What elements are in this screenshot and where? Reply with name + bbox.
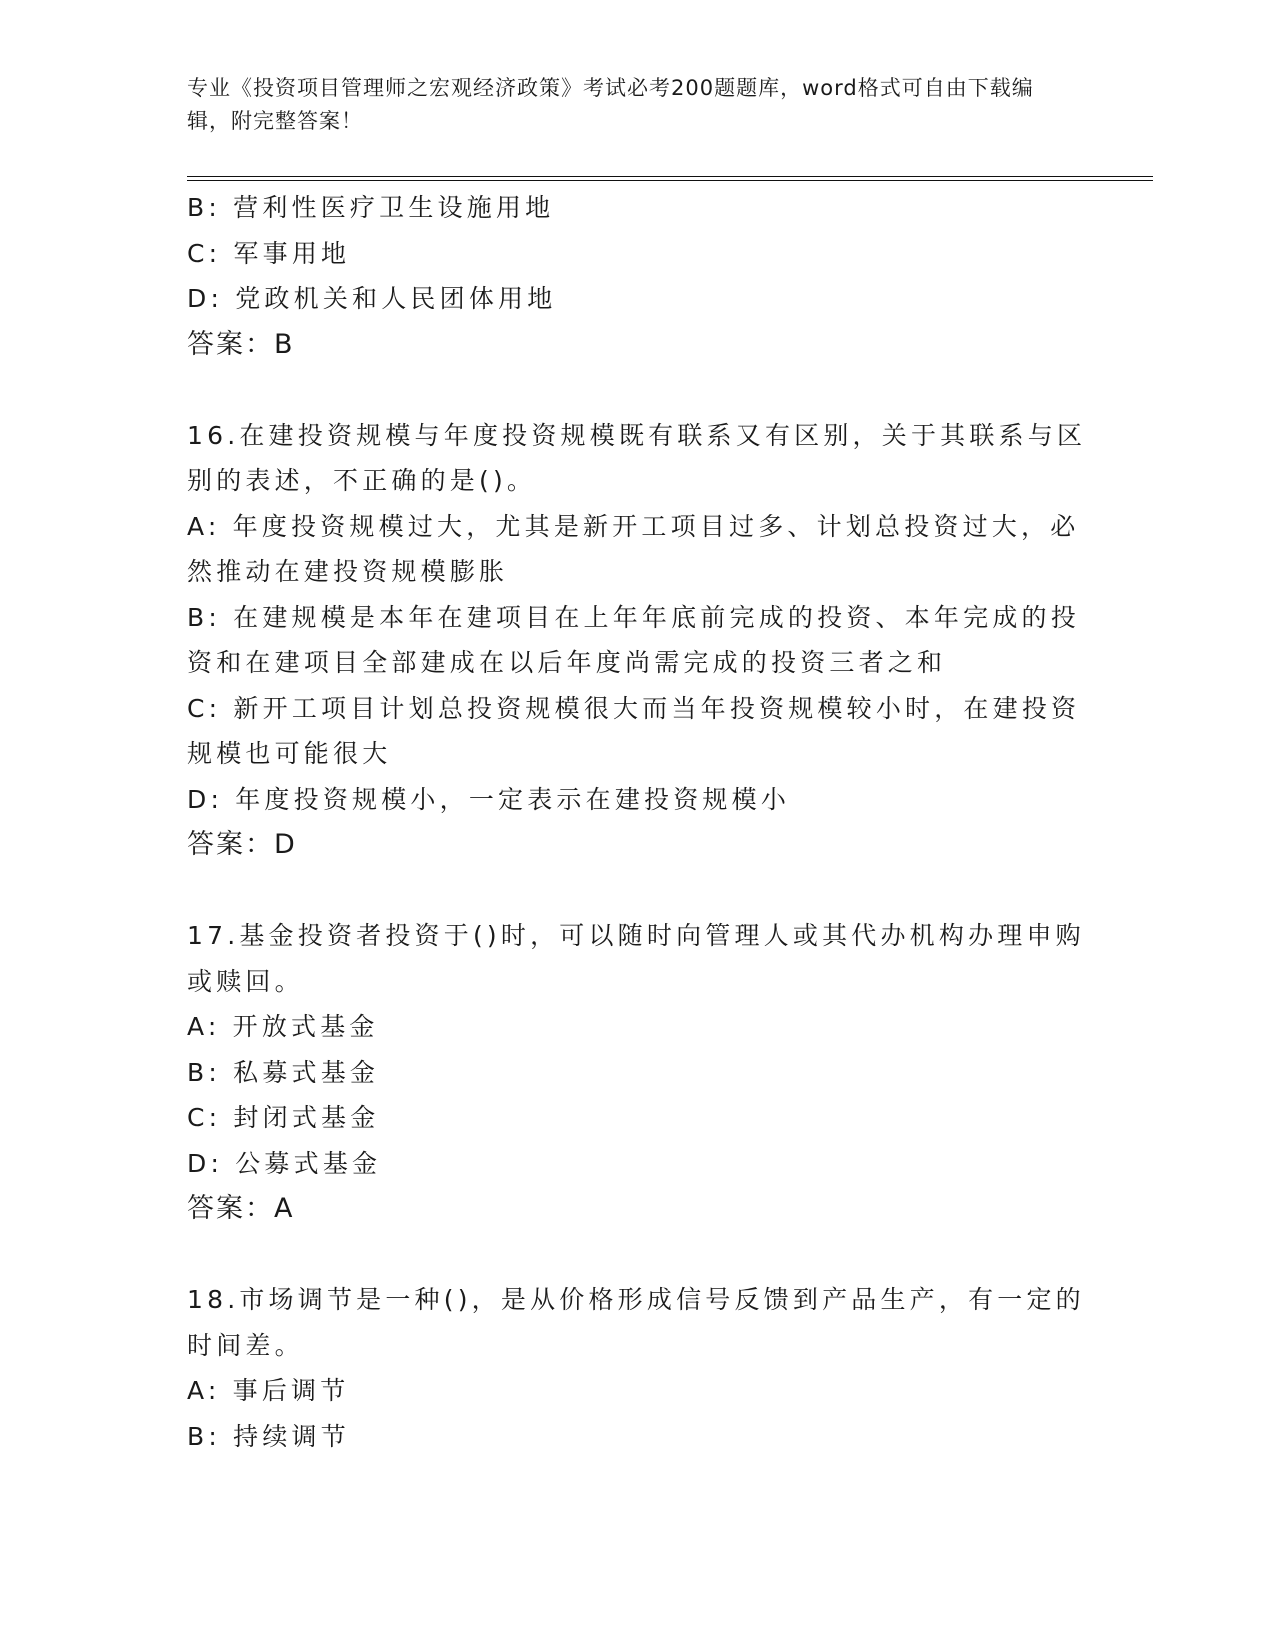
- option-b: B: 持续调节: [187, 1421, 350, 1451]
- header-divider-bottom: [187, 180, 1153, 181]
- option-d: D: 党政机关和人民团体用地: [187, 284, 557, 313]
- option-a: A: 开放式基金: [187, 1012, 379, 1041]
- option-b: B: 在建规模是本年在建项目在上年年底前完成的投资、本年完成的投: [187, 602, 1080, 632]
- answer: 答案：A: [187, 1193, 295, 1224]
- question-stem-cont: 别的表述，不正确的是()。: [187, 466, 537, 495]
- answer: 答案：D: [187, 829, 297, 860]
- question-16: [187, 413, 1087, 868]
- header-divider-top: [187, 176, 1153, 177]
- question-15-fragment: [187, 185, 1087, 367]
- question-18: [187, 1277, 1087, 1459]
- option-d: D: 公募式基金: [187, 1148, 382, 1178]
- question-stem-cont: 或赎回。: [187, 966, 304, 996]
- question-stem-cont: 时间差。: [187, 1330, 304, 1360]
- spacer: [187, 367, 1087, 413]
- answer: 答案：B: [187, 328, 295, 360]
- option-c-cont: 规模也可能很大: [187, 739, 392, 768]
- option-b: B: 私募式基金: [187, 1057, 380, 1087]
- option-a: A: 事后调节: [187, 1376, 350, 1405]
- option-b: B: 营利性医疗卫生设施用地: [187, 193, 555, 222]
- question-17: [187, 913, 1087, 1232]
- option-a: A: 年度投资规模过大，尤其是新开工项目过多、计划总投资过大，必: [187, 511, 1080, 541]
- spacer: [187, 1232, 1087, 1278]
- question-stem: 18.市场调节是一种()，是从价格形成信号反馈到产品生产，有一定的: [187, 1285, 1085, 1314]
- question-stem: 16.在建投资规模与年度投资规模既有联系又有区别，关于其联系与区: [187, 420, 1087, 450]
- option-c: C: 封闭式基金: [187, 1103, 380, 1132]
- option-c: C: 军事用地: [187, 238, 351, 268]
- spacer: [187, 868, 1087, 914]
- option-b-cont: 资和在建项目全部建成在以后年度尚需完成的投资三者之和: [187, 648, 947, 677]
- option-a-cont: 然推动在建投资规模膨胀: [187, 557, 509, 586]
- question-stem: 17.基金投资者投资于()时，可以随时向管理人或其代办机构办理申购: [187, 921, 1085, 950]
- option-c: C: 新开工项目计划总投资规模很大而当年投资规模较小时，在建投资: [187, 693, 1081, 723]
- document-header: 专业《投资项目管理师之宏观经济政策》考试必考200题题库，word格式可自由下载编辑，附完整答案！: [187, 76, 1034, 133]
- question-list: [187, 185, 1087, 1459]
- option-d: D: 年度投资规模小，一定表示在建投资规模小: [187, 784, 791, 814]
